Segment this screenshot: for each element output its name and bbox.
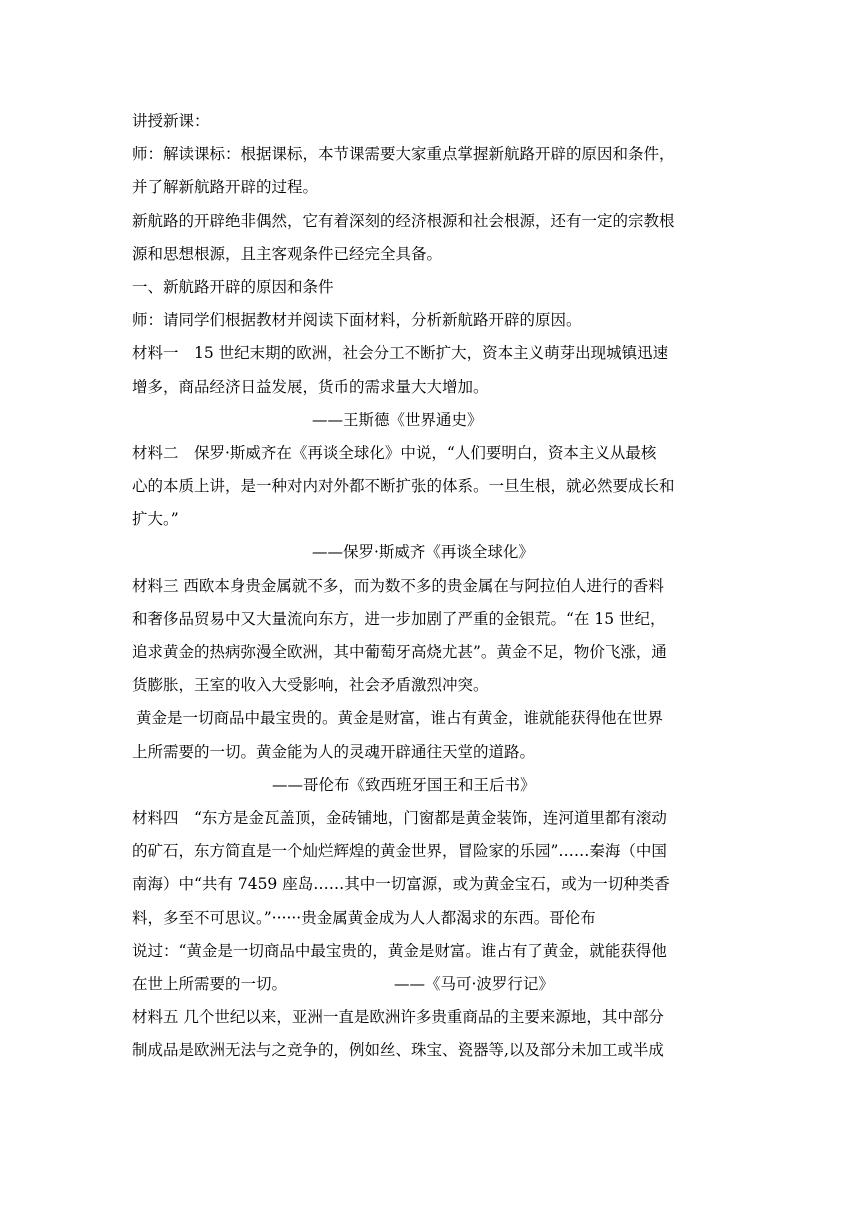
material-1-source: ——王斯德《世界通史》	[312, 410, 483, 429]
material-2-line: 心的本质上讲，是一种对内对外都不断扩张的体系。一旦生根，就必然要成长和	[132, 477, 675, 496]
material-3-source: ——哥伦布《致西班牙国王和王后书》	[272, 775, 536, 794]
material-4-line: 说过：“黄金是一切商品中最宝贵的，黄金是财富。谁占有了黄金，就能获得他	[132, 941, 667, 960]
material-2-line: 扩大。”	[132, 510, 179, 529]
material-3-line: 材料三 西欧本身贵金属就不多，而为数不多的贵金属在与阿拉伯人进行的香料	[132, 576, 664, 595]
material-4-line: 料，多至不可思议。”······贵金属黄金成为人人都渴求的东西。哥伦布	[132, 908, 596, 927]
material-1-line: 材料一 15 世纪末期的欧洲，社会分工不断扩大，资本主义萌芽出现城镇迅速	[132, 344, 669, 363]
paragraph-line: 源和思想根源，且主客观条件已经完全具备。	[132, 244, 443, 263]
material-3-quote-line: 上所需要的一切。黄金能为人的灵魂开辟通往天堂的道路。	[132, 742, 536, 761]
material-5-line: 制成品是欧洲无法与之竞争的，例如丝、珠宝、瓷器等,以及部分未加工或半成	[132, 1041, 664, 1060]
material-3-quote-line: 黄金是一切商品中最宝贵的。黄金是财富，谁占有黄金，谁就能获得他在世界	[136, 709, 664, 728]
material-2-line: 材料二 保罗·斯威齐在《再谈全球化》中说，“人们要明白，资本主义从最核	[132, 443, 657, 462]
material-2-source: ——保罗·斯威齐《再谈全球化》	[312, 543, 534, 562]
paragraph-line: 师：请同学们根据教材并阅读下面材料，分析新航路开辟的原因。	[132, 311, 582, 330]
material-5-line: 材料五 几个世纪以来，亚洲一直是欧洲许多贵重商品的主要来源地，其中部分	[132, 1008, 664, 1027]
material-4-text: 在世上所需要的一切。	[132, 974, 288, 993]
paragraph-line: 新航路的开辟绝非偶然，它有着深刻的经济根源和社会根源，还有一定的宗教根	[132, 211, 675, 230]
material-3-line: 追求黄金的热病弥漫全欧洲，其中葡萄牙高烧尤甚”。黄金不足，物价飞涨，通	[132, 643, 667, 661]
section-heading-causes: 一、新航路开辟的原因和条件	[132, 277, 334, 296]
material-1-line: 增多，商品经济日益发展，货币的需求量大大增加。	[132, 377, 489, 396]
paragraph-line: 师：解读课标：根据课标，本节课需要大家重点掌握新航路开辟的原因和条件，	[132, 145, 675, 164]
material-3-line: 货膨胀，王室的收入大受影响，社会矛盾激烈冲突。	[132, 676, 489, 695]
document-page	[132, 105, 732, 1067]
section-heading-lecture: 讲授新课：	[132, 112, 210, 130]
material-4-line: 的矿石，东方简直是一个灿烂辉煌的黄金世界，冒险家的乐园”……秦海（中国	[132, 842, 667, 861]
material-4-line: 南海）中“共有 7459 座岛……其中一切富源，或为黄金宝石，或为一切种类香	[132, 875, 670, 894]
material-4-last-line	[132, 968, 732, 1001]
material-3-line: 和奢侈品贸易中又大量流向东方，进一步加剧了严重的金银荒。“在 15 世纪，	[132, 609, 666, 628]
material-4-source: ——《马可·波罗行记》	[394, 974, 554, 993]
material-4-line: 材料四 “东方是金瓦盖顶，金砖铺地，门窗都是黄金装饰，连河道里都有滚动	[132, 808, 667, 827]
paragraph-line: 并了解新航路开辟的过程。	[132, 178, 319, 197]
